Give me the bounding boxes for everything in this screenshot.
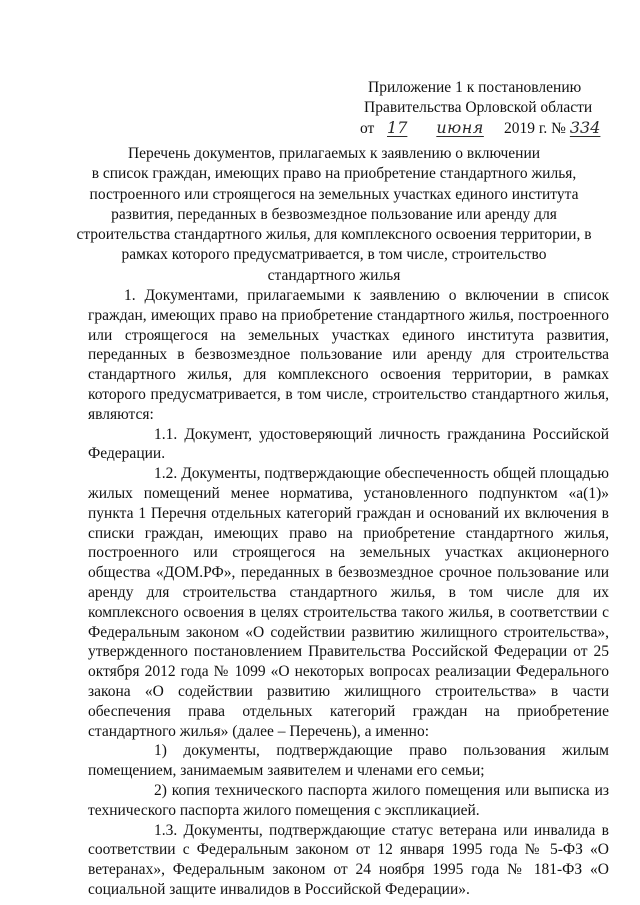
title-line: построенного или строящегося на земельных участках единого института: [89, 185, 579, 203]
title-line: в список граждан, имеющих право на приобретение стандартного жилья,: [91, 165, 577, 183]
paragraph-1-2-item-2: 2) копия технического паспорта жилого помещения или выписка из технического паспорта жилого помещения с экспликацией.: [88, 781, 609, 819]
date-prefix: от: [360, 120, 375, 137]
paragraph-1-2-item-1: 1) документы, подтверждающие право пользования жилым помещением, занимаемым заявителем и членами его семьи;: [88, 742, 609, 780]
document-title: [74, 144, 594, 286]
title-line: рамках которого предусматривается, в том числе, строительство: [121, 246, 547, 264]
title-line: развития, переданных в безвозмездное пользование или аренду для: [111, 205, 557, 223]
document-body: [88, 286, 609, 900]
date-day-handwritten: 17: [387, 118, 408, 137]
title-line: Перечень документов, прилагаемых к заявлению о включении: [127, 145, 541, 162]
appendix-line-1: Приложение 1 к постановлению: [368, 79, 582, 96]
paragraph-1-3: 1.3. Документы, подтверждающие статус ветерана или инвалида в соответствии с Федеральным законом от 12 января 1995 года № 5-ФЗ «О ветеранах», Федеральным законом от 24 ноября 1995 года № 181-ФЗ «О социальной защите инвалидов в Российской Федерации».: [88, 821, 609, 898]
date-year: 2019 г. №: [503, 120, 566, 137]
paragraph-1-1: 1.1. Документ, удостоверяющий личность гражданина Российской Федерации.: [88, 425, 609, 463]
title-line: строительства стандартного жилья, для комплексного освоения территории, в: [76, 226, 592, 244]
date-month-handwritten: июня: [436, 118, 484, 137]
appendix-line-2: Правительства Орловской области: [364, 99, 593, 116]
paragraph-1: 1. Документами, прилагаемыми к заявлению о включении в список граждан, имеющих право на приобретение стандартного жилья, построенного или строящегося на земельных участках единого института развития, переданных в безвозмездное пользование или аренду для строительства стандартного жилья, для комплексного освоения территории, в рамках которого предусматривается, в том числе, строительство стандартного жилья, являются:: [88, 287, 609, 423]
document-number-handwritten: 334: [569, 118, 601, 137]
title-line: стандартного жилья: [267, 266, 401, 284]
appendix-header: [360, 78, 620, 139]
appendix-date-line: [360, 118, 620, 139]
paragraph-1-2: 1.2. Документы, подтверждающие обеспеченность общей площадью жилых помещений менее норматива, установленного подпунктом «а(1)» пункта 1 Перечня отдельных категорий граждан и оснований их включения в списки граждан, имеющих право на приобретение стандартного жилья, построенного или строящегося на земельных участках акционерного общества «ДОМ.РФ», переданных в безвозмездное срочное пользование или аренду для строительства стандартного жилья, в том числе для их комплексного освоения в целях строительства такого жилья, в соответствии с Федеральным законом «О содействии развитию жилищного строительства», утвержденного постановлением Правительства Российской Федерации от 25 октября 2012 года № 1099 «О некоторых вопросах реализации Федерального закона «О содействии развитию жилищного строительства» в части обеспечения права отдельных категорий граждан на приобретение стандартного жилья» (далее – Перечень), а именно:: [88, 465, 609, 740]
